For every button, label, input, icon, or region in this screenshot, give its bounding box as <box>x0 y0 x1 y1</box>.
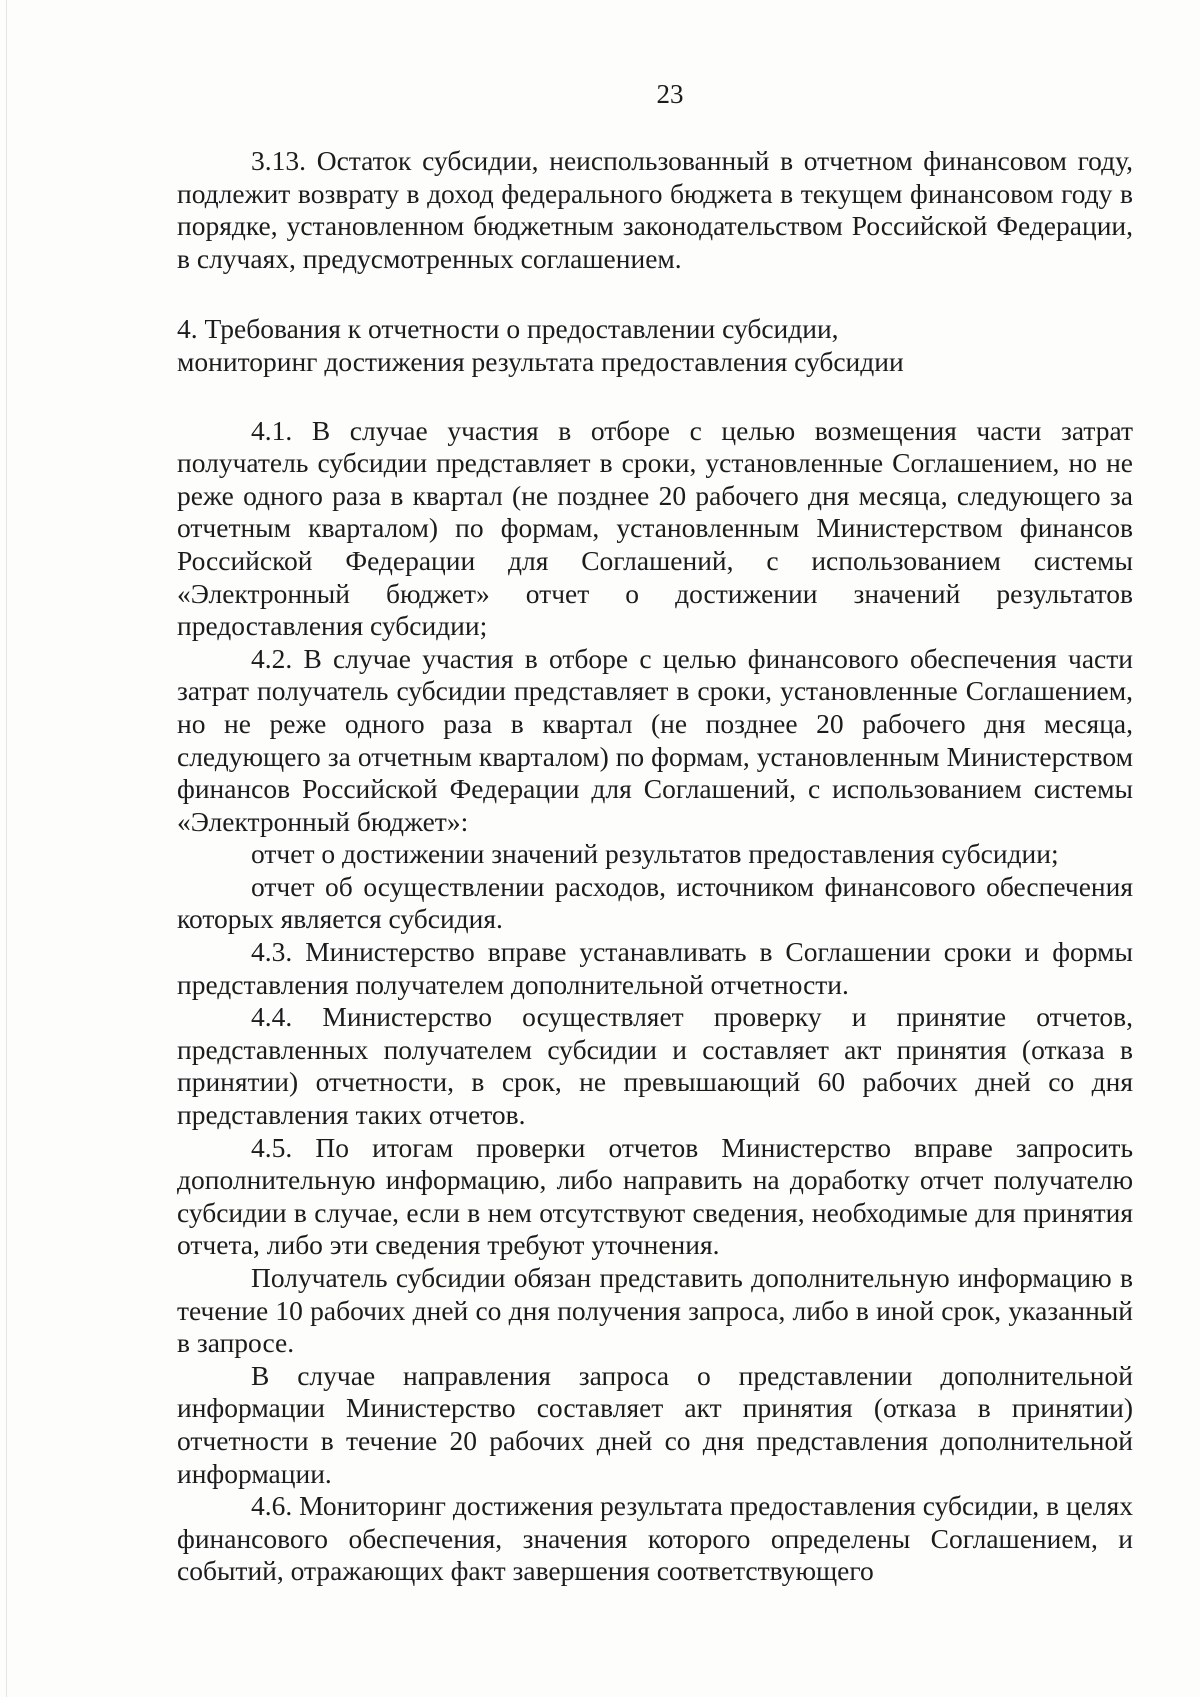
paragraph-4-5: 4.5. По итогам проверки отчетов Министерство вправе запросить дополнительную информацию, либо направить на доработку отчет получателю субсидии в случае, если в нем отсутствуют сведения, необходимые для принятия отчета, либо эти сведения требуют уточнения. <box>177 1131 1133 1261</box>
paragraph-4-1: 4.1. В случае участия в отборе с целью возмещения части затрат получатель субсидии представляет в сроки, установленные Соглашением, но не реже одного раза в квартал (не позднее 20 рабочего дня месяца, следующего за отчетным кварталом) по формам, установленным Министерством финансов Российской Федерации для Соглашений, с использованием системы «Электронный бюджет» отчет о достижении значений результатов предоставления субсидии; <box>177 414 1133 642</box>
paragraph-4-2: 4.2. В случае участия в отборе с целью финансового обеспечения части затрат получатель субсидии представляет в сроки, установленные Соглашением, но не реже одного раза в квартал (не позднее 20 рабочего дня месяца, следующего за отчетным кварталом) по формам, установленным Министерством финансов Российской Федерации для Соглашений, с использованием системы «Электронный бюджет»: <box>177 642 1133 837</box>
section-heading <box>177 313 1133 378</box>
paragraph-4-2-item-2: отчет об осуществлении расходов, источником финансового обеспечения которых является субсидия. <box>177 870 1133 935</box>
paragraph-3-13: 3.13. Остаток субсидии, неиспользованный в отчетном финансовом году, подлежит возврату в доход федерального бюджета в текущем финансовом году в порядке, установленном бюджетным законодательством Российской Федерации, в случаях, предусмотренных соглашением. <box>177 145 1133 274</box>
paragraph-4-5-request: В случае направления запроса о представлении дополнительной информации Министерство составляет акт принятия (отказа в принятии) отчетности в течение 20 рабочих дней со дня представления дополнительной информации. <box>177 1359 1133 1489</box>
paragraph-4-6: 4.6. Мониторинг достижения результата предоставления субсидии, в целях финансового обеспечения, значения которого определены Соглашением, и событий, отражающих факт завершения соответствующего <box>177 1490 1133 1587</box>
section-heading-line-1: 4. Требования к отчетности о предоставлении субсидии, <box>177 313 839 345</box>
paragraph-4-2-item-1: отчет о достижении значений результатов предоставления субсидии; <box>251 838 1059 870</box>
document-body <box>177 145 1133 1588</box>
paragraph-4-3: 4.3. Министерство вправе устанавливать в Соглашении сроки и формы представления получателем дополнительной отчетности. <box>177 936 1133 1000</box>
paragraph-4-4: 4.4. Министерство осуществляет проверку и принятие отчетов, представленных получателем субсидии и составляет акт принятия (отказа в принятии) отчетности, в срок, не превышающий 60 рабочих дней со дня представления таких отчетов. <box>177 1001 1133 1131</box>
paragraph-4-5-recipient: Получатель субсидии обязан представить дополнительную информацию в течение 10 рабочих дней со дня получения запроса, либо в иной срок, указанный в запросе. <box>177 1262 1133 1359</box>
page-number: 23 <box>656 79 684 109</box>
section-heading-line-2: мониторинг достижения результата предоставления субсидии <box>177 345 904 377</box>
